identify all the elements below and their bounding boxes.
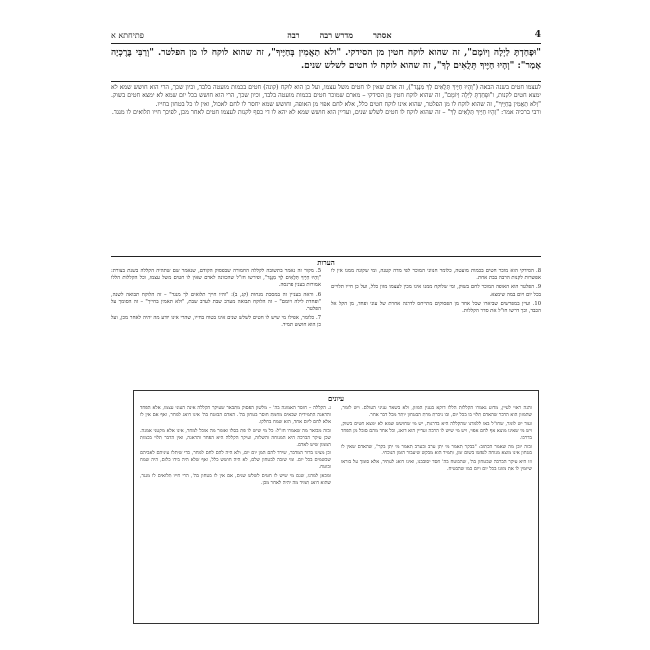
notes-column-right bbox=[111, 268, 321, 382]
verse-text: "וּפָחַדְתָּ לַיְלָה וְיוֹמָם", זה שהוא לוקח חטין מן הסידקי. "ולא תַאֲמִין בְּחַיֶּיךָ", זה שהוא לוקח לו מן הפלטר. "וְרַבִּי בֶּרֶכְיָה אָמַר": "וְהָיוּ חַיֶּיךָ תְּלֻאִים לְךָ", זה שהוא לוקח לו חטים לשלש שנים. bbox=[111, 48, 541, 71]
iyunim-box bbox=[133, 390, 539, 624]
iyunim-paragraph: ובזה יובן מה שאמר הכתוב: "בבקר תאמר מי יתן ערב ובערב תאמר מי יתן בקר", שהאדם שאין לו בטחון אינו מוצא מנוחה לנפשו בשום זמן, ותמיד הוא מבקש שיעבור הזמן הנוכחי. bbox=[341, 443, 532, 457]
note-paragraph: 10. ועיין במפרשים שביארו שכל אחד מן הפסוקים מתייחס לדרגה אחרת של עוני ופחד, מן הקל אל הכבד, וכך דרשו חז"ל את סדר הקללות. bbox=[331, 300, 541, 315]
note-paragraph: 5. מקור זה נאמר בתשובה לקללה החמורה שבפסוק הקודם, שנאמר שם שתהיה הקללה בשנת בצורת: "וְהָיוּ חַיֶּיךָ תְּלֻאִים לְךָ מִנֶּגֶד", ופירשו חז"ל שהכוונה לאדם שאין לו חטים משל עצמו, וכל הקללות הללו אמורות בענין פרנסה. bbox=[111, 268, 321, 289]
notes-section bbox=[111, 268, 541, 382]
iyunim-paragraph: ובזה מבואר מה שאמרו חז"ל: כל מי שיש לו פת בסלו ואומר מה אוכל למחר, אינו אלא מקטני אמנה. שכן עיקר הברכה היא המנוחה והשלוה, ועיקר הקללה היא הפחד והדאגה, ואין הדבר תלוי בכמות הממון שיש לאדם. bbox=[140, 427, 331, 448]
iyunim-column-left bbox=[341, 405, 532, 623]
notes-rule bbox=[111, 256, 541, 257]
iyunim-paragraph: וזו היא עיקר הברכה שבטחון בה', שהבוטח בה' חסד יסובבנו, ואינו דואג לעתיד, אלא סומך על בוראו שיזמין לו את מזונו בכל יום ויום כמו שהבטיח. bbox=[341, 459, 532, 473]
main-commentary bbox=[111, 84, 541, 254]
iyunim-paragraph: ומכאן למדנו, שגם מי שיש לו חטים לשלש שנים, אם אין לו בטחון בה', הרי חייו תלואים לו מנגד, שהוא דואג תמיד מה יהיה לאחר מכן. bbox=[140, 473, 331, 487]
note-paragraph: 8. הסידקי הוא מוכר חטים בכמות מועטה, כלומר חנווני המוכר לפי מדה קטנה, ומי שקונה ממנו אין לו אפשרות לקנות הרבה בבת אחת. bbox=[331, 268, 541, 282]
iyunim-paragraph: ועוד יש לומר, שחז"ל באו ללמדנו שהקללה היא בדרגות, יש מי שחושש שמא לא ימצא חטים בשוק, ויש מי שאינו מוצא אף לחם אפוי, ויש מי שיש לו הרבה ועדיין הוא דואג, וכל אחד מהם סובל מן הפחד בדרכו. bbox=[341, 420, 532, 441]
iyunim-paragraph: ג. הקללה – חוסר האמונה בה' – מלשון הפסוק מתבאר שעיקר הקללה אינה העוני עצמו, אלא הפחד והדאגה התמידית שבאים מחמת חוסר בטחון בה'. האדם הבוטח בה' אינו דואג למחר, ואף אם אין לו אלא לחם ליום אחד, הוא שמח בחלקו. bbox=[140, 405, 331, 425]
header-rabbah: רבה bbox=[287, 30, 300, 40]
book-page bbox=[111, 28, 541, 624]
main-paragraph: ורבי ברכיה אמר: "וְהָיוּ חַיֶּיךָ תְּלֻאִים לְךָ" – זה שהוא לוקח לו חטים לשלש שנים, ועדיין הוא חושש שמא לא יהא לו די כסף לקנות לעצמו חטים לאחר מכן, לפיכך חייו תלואים לו מנגד. bbox=[111, 109, 541, 117]
header-section: פתיחתא א bbox=[111, 30, 144, 40]
notes-title: הערות bbox=[317, 258, 335, 267]
header-series: מדרש רבה bbox=[319, 30, 353, 40]
main-paragraph: לעצמו חטים בשנה הבאה ("וְהָיוּ חַיֶּיךָ תְּלֻאִים לְךָ מִנֶּגֶד"), זה אדם שאין לו חטים משל עצמו, ועל כן הוא לוקח (קונה) חטים בכמות מועטה בלבד, וכיון שכך, הרי הוא חושש שמא לא ימצא חטים לקנות, ו"וּפָחַדְתָּ לַיְלָה וְיוֹמָם", זה שהוא לוקח חטין מן הסידקי – מארם שמוכר חטים בכמות מועטה בלבד, וכיון שכך, הרי הוא חושש בכל יום שמא לא ימצא חטים בשוק. "וְלֹא תַאֲמִין בְּחַיֶּיךָ", זה שהוא לוקח לו מן הפלטר, שהוא אינו לוקח חטים כלל, אלא לחם אפוי מן האופה, וחושש שמא יחסר לו לחם לאכול, ואין לו כל בטחון בחייו. bbox=[111, 84, 541, 108]
running-head bbox=[287, 30, 391, 40]
iyunim-paragraph: והנה ראוי לעיין, מדוע נאמרו הקללות הללו דוקא בענין המזון, ולא בשאר עניני העולם. ויש לומר, שהמזון הוא הדבר שהאדם תלוי בו בכל יום, ובו ניכרת מדת הבטחון יותר מכל דבר אחר. bbox=[341, 405, 532, 418]
iyunim-title: עיונים bbox=[327, 394, 345, 403]
iyunim-columns bbox=[134, 403, 538, 624]
notes-column-left bbox=[331, 268, 541, 382]
header-book: אסתר bbox=[372, 30, 392, 40]
header-rule bbox=[111, 43, 541, 44]
note-paragraph: 6. וראה בעניין זה במסכת מנחות (קג, ב): "והיו חייך תלואים לך מנגד" – זה הלוקח תבואה לשנה, "ופחדת לילה ויומם" – זה הלוקח תבואה מערב שבת לערב שבת, "ולא תאמין בחייך" – זה הסומך על הפלטר. bbox=[111, 291, 321, 313]
iyunim-paragraph: וכן מצינו בדור המדבר, שירד להם המן יום יום, ולא היה להם לחם למחר, כדי שיתלו עיניהם לאביהם שבשמים בכל יום. ומי שזכה לבטחון שלם, לא היה חושש כלל, ואף שלא היה בידו כלום, היה שמח ובוטח. bbox=[140, 450, 331, 471]
iyunim-column-right bbox=[140, 405, 331, 623]
page-header bbox=[111, 28, 541, 42]
verse-rule bbox=[111, 81, 541, 82]
note-paragraph: 7. כלומר, אפילו מי שיש לו חטים לשלש שנים אינו בטוח בחייו, שהרי אינו יודע מה יהיה לאחר מכן, ועל כן הוא חושש תמיד. bbox=[111, 315, 321, 329]
note-paragraph: 9. הפלטר הוא האופה המוכר לחם בשוק, ומי שלוקח ממנו אינו מכין לעצמו מזון כלל, ועל כן חייו תלויים בכל יום ויום במה שימצא. bbox=[331, 284, 541, 298]
page-number: 4 bbox=[534, 30, 541, 40]
